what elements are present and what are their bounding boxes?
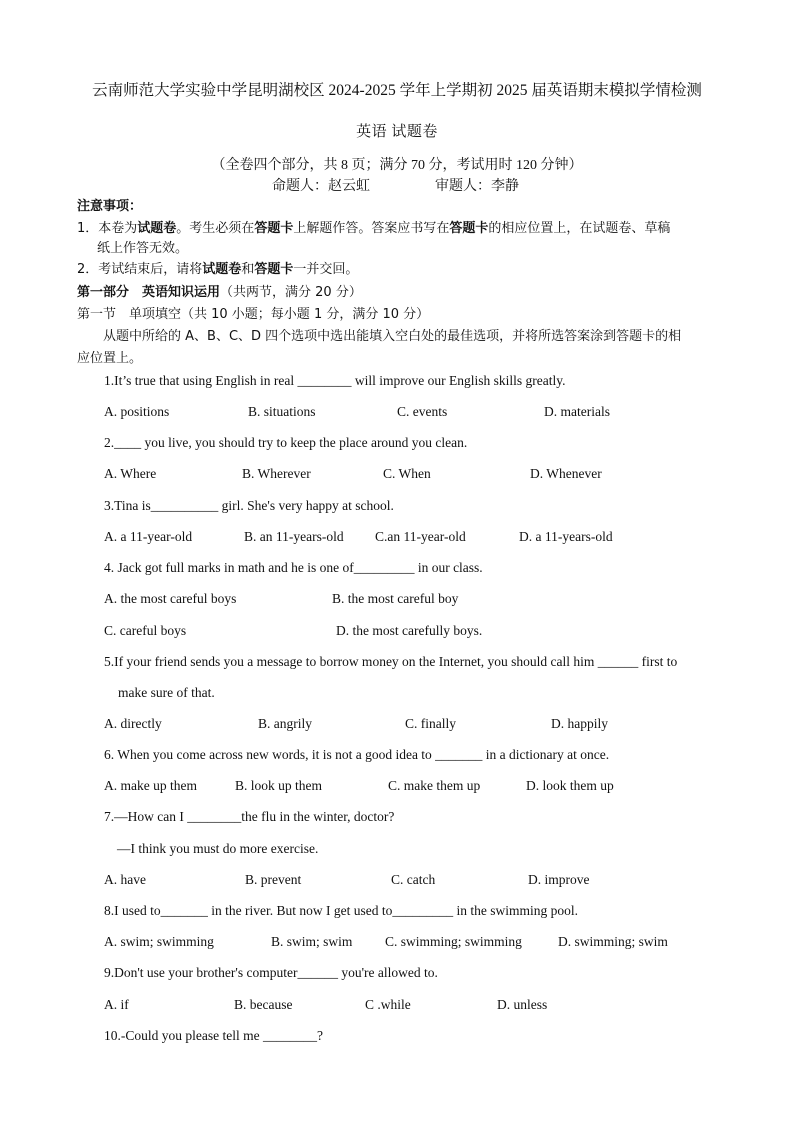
option-b: B. situations: [248, 404, 316, 419]
option-a: A. make up them: [104, 778, 197, 793]
note-1: [77, 217, 670, 236]
option-c: C. catch: [391, 872, 436, 887]
exam-title: 云南师范大学实验中学昆明湖校区 2024-2025 学年上学期初 2025 届英语期末模拟学情检测: [92, 82, 702, 99]
part1-heading: [77, 281, 362, 300]
note-2-bold: 试题卷: [202, 262, 242, 277]
option-b: B. swim; swim: [271, 934, 353, 949]
question-stem: 4. Jack got full marks in math and he is one of_________ in our class.: [104, 560, 483, 575]
note-2-text: 和: [241, 262, 255, 277]
section1-heading: 第一节 单项填空（共 10 小题；每小题 1 分，满分 10 分）: [77, 307, 430, 322]
option-b: B. look up them: [235, 778, 322, 793]
question-stem: 6. When you come across new words, it is not a good idea to _______ in a dictionary at once.: [104, 747, 610, 762]
option-a: A. a 11-year-old: [104, 529, 193, 544]
exam-subject: 英语 试题卷: [356, 124, 438, 140]
note-1-bold: 试题卷: [137, 221, 177, 236]
note-1-bold: 答题卡: [254, 221, 294, 236]
option-d: D. the most carefully boys.: [336, 623, 483, 638]
option-d: D. a 11-years-old: [519, 529, 613, 544]
note-1-text: 的相应位置上，在试题卷、草稿: [488, 221, 671, 236]
note-1-continuation: 纸上作答无效。: [97, 241, 189, 256]
question-stem: 9.Don't use your brother's computer______ you're allowed to.: [104, 965, 438, 980]
section1-instruction-cont: 应位置上。: [77, 351, 143, 366]
note-1-text: 。考生必须在: [176, 221, 255, 236]
option-d: D. materials: [544, 404, 610, 419]
question-stem: 8.I used to_______ in the river. But now I get used to_________ in the swimming pool.: [104, 903, 578, 918]
exam-reviewer: 审题人：李静: [435, 179, 519, 194]
option-b: B. angrily: [258, 716, 312, 731]
option-d: D. swimming; swim: [558, 934, 668, 949]
note-1-text: 1．本卷为: [77, 221, 138, 236]
option-a: A. positions: [104, 404, 170, 419]
option-a: A. swim; swimming: [104, 934, 214, 949]
option-d: D. improve: [528, 872, 590, 887]
notes-heading: 注意事项：: [77, 199, 143, 214]
question-stem: 2.____ you live, you should try to keep the place around you clean.: [104, 435, 468, 450]
note-2: [77, 258, 358, 277]
option-c: C .while: [365, 997, 411, 1012]
option-b: B. an 11-years-old: [244, 529, 344, 544]
option-a: A. directly: [104, 716, 162, 731]
option-c: C. events: [397, 404, 448, 419]
question-stem: 7.—How can I ________the flu in the winter, doctor?: [104, 809, 395, 824]
question-stem: 3.Tina is__________ girl. She's very happy at school.: [104, 498, 394, 513]
option-a: A. if: [104, 997, 129, 1012]
option-c: C.an 11-year-old: [375, 529, 466, 544]
note-1-bold: 答题卡: [449, 221, 489, 236]
option-b: B. the most careful boy: [332, 591, 459, 606]
part1-heading-note: （共两节，满分 20 分）: [220, 285, 362, 300]
option-d: D. unless: [497, 997, 548, 1012]
exam-author: 命题人：赵云虹: [272, 179, 370, 194]
section1-instruction: 从题中所给的 A、B、C、D 四个选项中选出能填入空白处的最佳选项，并将所选答案涂到答题卡的相: [103, 329, 682, 344]
option-d: D. happily: [551, 716, 608, 731]
option-b: B. prevent: [245, 872, 302, 887]
option-c: C. careful boys: [104, 623, 187, 638]
part1-heading-text: 第一部分 英语知识运用: [77, 285, 221, 300]
question-stem: 5.If your friend sends you a message to borrow money on the Internet, you should call him ______ first to: [104, 654, 678, 669]
option-c: C. finally: [405, 716, 456, 731]
note-2-bold: 答题卡: [254, 262, 294, 277]
note-1-text: 上解题作答。答案应书写在: [293, 221, 450, 236]
option-a: A. the most careful boys: [104, 591, 237, 606]
question-stem: 10.-Could you please tell me ________?: [104, 1028, 323, 1043]
option-a: A. have: [104, 872, 146, 887]
option-b: B. because: [234, 997, 293, 1012]
question-stem-continuation: —I think you must do more exercise.: [117, 841, 319, 856]
option-d: D. look them up: [526, 778, 614, 793]
question-stem-continuation: make sure of that.: [118, 685, 215, 700]
option-c: C. When: [383, 466, 431, 481]
option-d: D. Whenever: [530, 466, 602, 481]
note-2-text: 2．考试结束后，请将: [77, 262, 203, 277]
option-c: C. swimming; swimming: [385, 934, 522, 949]
exam-info: （全卷四个部分，共 8 页；满分 70 分，考试用时 120 分钟）: [211, 158, 583, 173]
question-stem: 1.It’s true that using English in real ________ will improve our English skills greatly.: [104, 373, 566, 388]
option-a: A. Where: [104, 466, 157, 481]
note-2-text: 一并交回。: [293, 262, 359, 277]
option-b: B. Wherever: [242, 466, 311, 481]
option-c: C. make them up: [388, 778, 481, 793]
